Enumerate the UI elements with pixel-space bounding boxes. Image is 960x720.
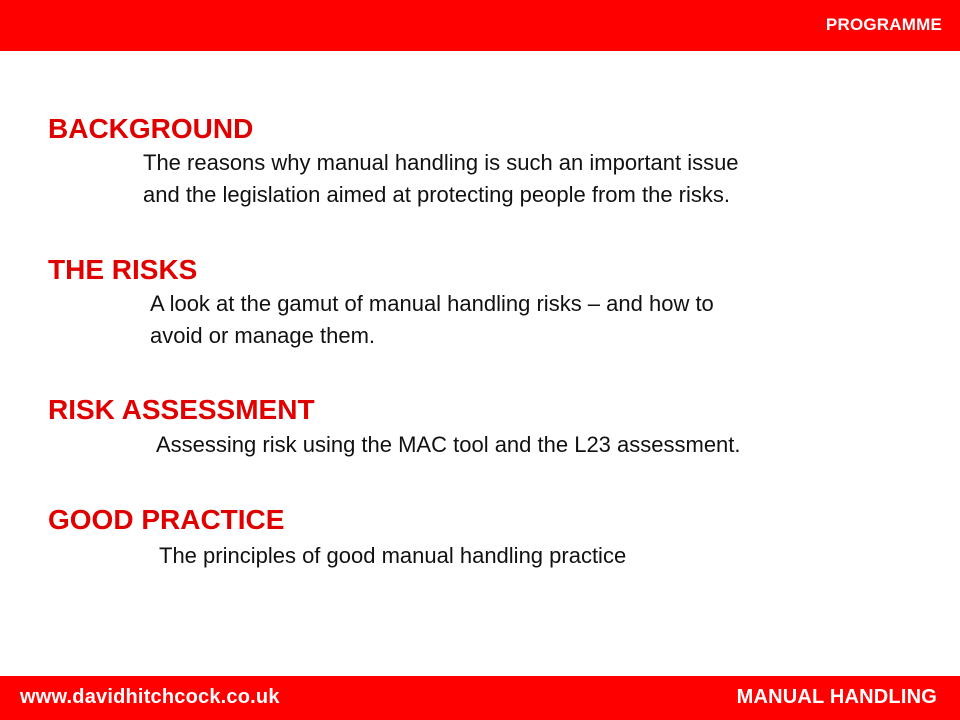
section-description-good-practice (159, 540, 626, 572)
description-line: Assessing risk using the MAC tool and the L23 assessment. (156, 432, 741, 457)
section-description-risk-assessment (156, 429, 741, 461)
description-line: The reasons why manual handling is such an important issue (143, 150, 739, 175)
footer-bar (0, 676, 960, 720)
description-line: avoid or manage them. (150, 323, 376, 348)
section-heading-risk-assessment: RISK ASSESSMENT (48, 394, 315, 425)
section-description-the-risks (150, 288, 714, 352)
description-line: A look at the gamut of manual handling risks – and how to (150, 291, 714, 316)
description-line: and the legislation aimed at protecting people from the risks. (143, 182, 730, 207)
page-title: PROGRAMME (825, 15, 942, 34)
description-line: The principles of good manual handling practice (159, 543, 627, 568)
header-bar (0, 0, 960, 51)
section-heading-good-practice: GOOD PRACTICE (48, 504, 285, 535)
section-heading-background: BACKGROUND (48, 113, 254, 144)
footer-topic: MANUAL HANDLING (736, 686, 937, 708)
section-description-background (143, 147, 739, 211)
footer-website-link[interactable]: www.davidhitchcock.co.uk (20, 686, 280, 708)
section-heading-the-risks: THE RISKS (48, 254, 198, 285)
